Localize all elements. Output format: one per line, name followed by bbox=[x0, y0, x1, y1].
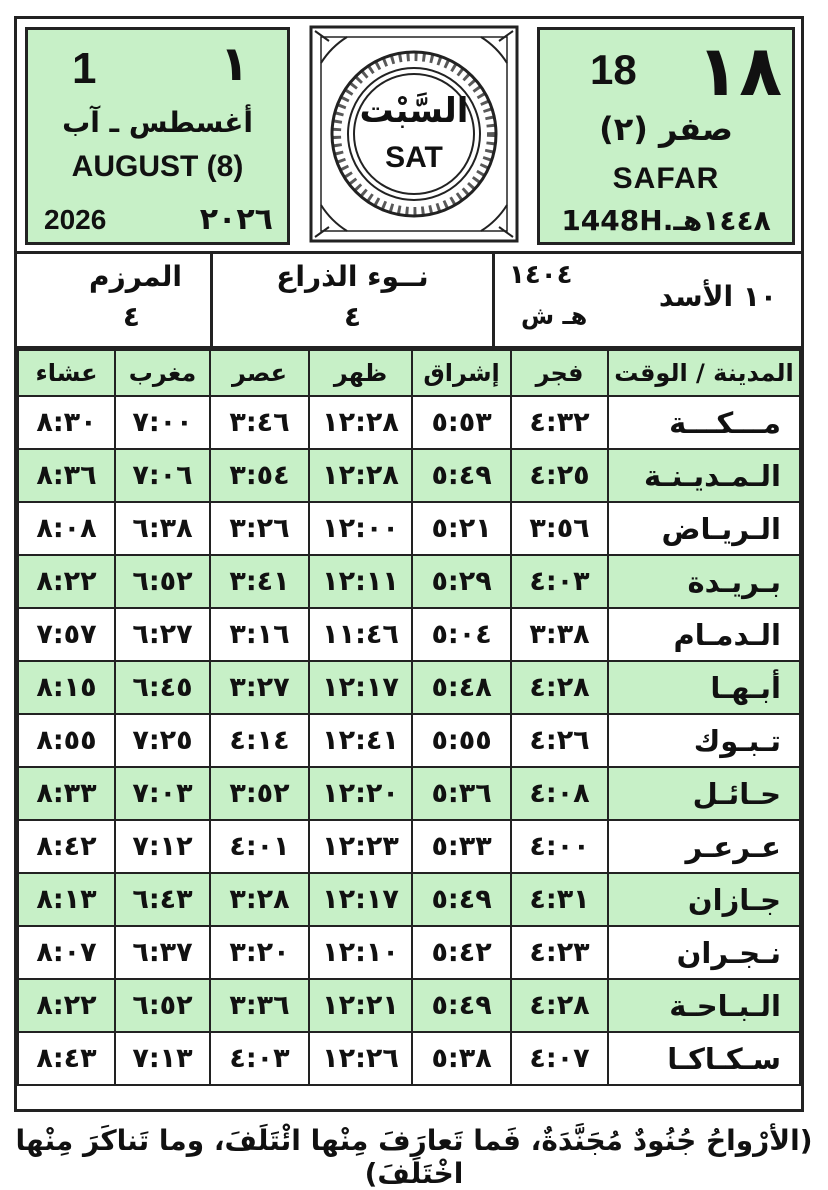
dhuhr-time: ١٢:٢٨ bbox=[309, 449, 412, 502]
city-name: جـازان bbox=[608, 873, 800, 926]
footer-quote: (الأرْواحُ جُنُودٌ مُجَنَّدَةٌ، فَما تَعارَفَ مِنْها ائْتَلَفَ، وما تَناكَرَ مِنْها اخْتَلَفَ) bbox=[15, 1124, 813, 1190]
gregorian-day-en: 1 bbox=[72, 44, 97, 93]
maghrib-time: ٧:١٣ bbox=[115, 1032, 210, 1085]
dhuhr-time: ١٢:٢١ bbox=[309, 979, 412, 1032]
city-name: الـريـاض bbox=[608, 502, 800, 555]
zodiac-cell bbox=[495, 254, 801, 346]
city-name: الـبـاحـة bbox=[608, 979, 800, 1032]
maghrib-time: ٧:١٢ bbox=[115, 820, 210, 873]
isha-time: ٨:٣٠ bbox=[18, 396, 115, 449]
marzam-cell bbox=[17, 254, 213, 346]
season-info-row bbox=[17, 251, 801, 349]
marzam-label: المرزم bbox=[89, 260, 182, 293]
gregorian-day-ar: ١ bbox=[219, 36, 249, 92]
header-isha: عشاء bbox=[18, 350, 115, 396]
gregorian-year-ar: ٢٠٢٦ bbox=[199, 202, 273, 237]
dhuhr-time: ١٢:٠٠ bbox=[309, 502, 412, 555]
fajr-time: ٤:٢٨ bbox=[511, 661, 608, 714]
isha-time: ٨:٤٢ bbox=[18, 820, 115, 873]
dhuhr-time: ١٢:٢٨ bbox=[309, 396, 412, 449]
hijri-day-ar: ١٨ bbox=[696, 30, 782, 112]
isha-time: ٨:٣٣ bbox=[18, 767, 115, 820]
city-name: حـائـل bbox=[608, 767, 800, 820]
dhuhr-time: ١٢:٤١ bbox=[309, 714, 412, 767]
fajr-time: ٤:٠٠ bbox=[511, 820, 608, 873]
gregorian-year-en: 2026 bbox=[44, 204, 107, 235]
sunrise-time: ٥:٤٨ bbox=[412, 661, 511, 714]
fajr-time: ٤:٣٢ bbox=[511, 396, 608, 449]
dhuhr-time: ١٢:١٧ bbox=[309, 873, 412, 926]
sunrise-time: ٥:٢١ bbox=[412, 502, 511, 555]
isha-time: ٨:٠٨ bbox=[18, 502, 115, 555]
table-row bbox=[18, 714, 800, 767]
maghrib-time: ٦:٤٥ bbox=[115, 661, 210, 714]
maghrib-time: ٦:٣٨ bbox=[115, 502, 210, 555]
weekday-emblem bbox=[307, 23, 521, 245]
fajr-time: ٤:٢٣ bbox=[511, 926, 608, 979]
sunrise-time: ٥:٣٨ bbox=[412, 1032, 511, 1085]
city-name: سـكـاكـا bbox=[608, 1032, 800, 1085]
maghrib-time: ٦:٣٧ bbox=[115, 926, 210, 979]
sunrise-time: ٥:٢٩ bbox=[412, 555, 511, 608]
maghrib-time: ٧:٢٥ bbox=[115, 714, 210, 767]
solar-hijri-year: ١٤٠٤ bbox=[509, 260, 573, 290]
asr-time: ٣:٢٠ bbox=[210, 926, 309, 979]
gregorian-month-ar: أغسطس ـ آب bbox=[62, 106, 253, 139]
city-name: الـمـديـنـة bbox=[608, 449, 800, 502]
dhuhr-time: ١٢:٢٦ bbox=[309, 1032, 412, 1085]
isha-time: ٨:١٣ bbox=[18, 873, 115, 926]
fajr-time: ٤:٢٦ bbox=[511, 714, 608, 767]
isha-time: ٧:٥٧ bbox=[18, 608, 115, 661]
city-name: أبـهـا bbox=[608, 661, 800, 714]
maghrib-time: ٧:٠٣ bbox=[115, 767, 210, 820]
dhuhr-time: ١٢:١١ bbox=[309, 555, 412, 608]
maghrib-time: ٧:٠٠ bbox=[115, 396, 210, 449]
maghrib-time: ٦:٥٢ bbox=[115, 979, 210, 1032]
dhuhr-time: ١٢:٢٠ bbox=[309, 767, 412, 820]
city-name: بـريـدة bbox=[608, 555, 800, 608]
sunrise-time: ٥:٠٤ bbox=[412, 608, 511, 661]
weekday-ar: السَّبْت bbox=[359, 91, 469, 131]
table-header-row bbox=[18, 350, 800, 396]
hijri-month-ar: صفر (٢) bbox=[599, 110, 733, 148]
table-row bbox=[18, 979, 800, 1032]
ornamental-frame-icon bbox=[307, 23, 521, 245]
isha-time: ٨:٢٢ bbox=[18, 555, 115, 608]
dhuhr-time: ١٢:٢٣ bbox=[309, 820, 412, 873]
asr-time: ٤:١٤ bbox=[210, 714, 309, 767]
asr-time: ٣:٤١ bbox=[210, 555, 309, 608]
solar-hijri-label: هـ ش bbox=[521, 302, 588, 330]
marzam-value: ٤ bbox=[122, 300, 140, 333]
naw-cell bbox=[213, 254, 495, 346]
city-name: تـبـوك bbox=[608, 714, 800, 767]
naw-value: ٤ bbox=[343, 300, 362, 333]
gregorian-month-en: AUGUST (8) bbox=[71, 150, 244, 183]
table-row bbox=[18, 661, 800, 714]
sunrise-time: ٥:٤٢ bbox=[412, 926, 511, 979]
maghrib-time: ٦:٢٧ bbox=[115, 608, 210, 661]
asr-time: ٣:٢٨ bbox=[210, 873, 309, 926]
asr-time: ٣:٤٦ bbox=[210, 396, 309, 449]
header-city-time: المدينة / الوقت bbox=[608, 350, 800, 396]
table-row bbox=[18, 926, 800, 979]
asr-time: ٣:٢٧ bbox=[210, 661, 309, 714]
fajr-time: ٤:٢٥ bbox=[511, 449, 608, 502]
fajr-time: ٤:٣١ bbox=[511, 873, 608, 926]
dhuhr-time: ١١:٤٦ bbox=[309, 608, 412, 661]
table-row bbox=[18, 396, 800, 449]
header-fajr: فجر bbox=[511, 350, 608, 396]
fajr-time: ٤:٢٨ bbox=[511, 979, 608, 1032]
table-row bbox=[18, 449, 800, 502]
zodiac-label: ١٠ الأسد bbox=[658, 280, 777, 313]
fajr-time: ٤:٠٨ bbox=[511, 767, 608, 820]
city-name: مـــكـــة bbox=[608, 396, 800, 449]
table-row bbox=[18, 555, 800, 608]
sunrise-time: ٥:٤٩ bbox=[412, 979, 511, 1032]
sunrise-time: ٥:٥٥ bbox=[412, 714, 511, 767]
header-sunrise: إشراق bbox=[412, 350, 511, 396]
prayer-times-table bbox=[17, 349, 801, 1086]
fajr-time: ٣:٥٦ bbox=[511, 502, 608, 555]
sunrise-time: ٥:٣٣ bbox=[412, 820, 511, 873]
city-name: عـرعـر bbox=[608, 820, 800, 873]
fajr-time: ٤:٠٧ bbox=[511, 1032, 608, 1085]
hijri-day-en: 18 bbox=[590, 46, 637, 93]
gregorian-date-box bbox=[25, 27, 290, 245]
isha-time: ٨:٠٧ bbox=[18, 926, 115, 979]
asr-time: ٣:٥٤ bbox=[210, 449, 309, 502]
header-asr: عصر bbox=[210, 350, 309, 396]
asr-time: ٣:١٦ bbox=[210, 608, 309, 661]
city-name: نـجـران bbox=[608, 926, 800, 979]
sunrise-time: ٥:٥٣ bbox=[412, 396, 511, 449]
isha-time: ٨:١٥ bbox=[18, 661, 115, 714]
isha-time: ٨:٤٣ bbox=[18, 1032, 115, 1085]
sunrise-time: ٥:٣٦ bbox=[412, 767, 511, 820]
isha-time: ٨:٣٦ bbox=[18, 449, 115, 502]
header-dhuhr: ظهر bbox=[309, 350, 412, 396]
dhuhr-time: ١٢:١٧ bbox=[309, 661, 412, 714]
table-row bbox=[18, 1032, 800, 1085]
table-row bbox=[18, 767, 800, 820]
city-name: الـدمـام bbox=[608, 608, 800, 661]
header-maghrib: مغرب bbox=[115, 350, 210, 396]
asr-time: ٣:٥٢ bbox=[210, 767, 309, 820]
isha-time: ٨:٢٢ bbox=[18, 979, 115, 1032]
fajr-time: ٣:٣٨ bbox=[511, 608, 608, 661]
table-row bbox=[18, 502, 800, 555]
weekday-en: SAT bbox=[385, 141, 443, 174]
sunrise-time: ٥:٤٩ bbox=[412, 873, 511, 926]
naw-label: نــوء الذراع bbox=[276, 260, 429, 293]
table-row bbox=[18, 608, 800, 661]
asr-time: ٤:٠١ bbox=[210, 820, 309, 873]
asr-time: ٣:٢٦ bbox=[210, 502, 309, 555]
hijri-month-en: SAFAR bbox=[612, 162, 720, 195]
table-row bbox=[18, 873, 800, 926]
hijri-year: 1448H.١٤٤٨هـ bbox=[561, 204, 771, 237]
calendar-header bbox=[17, 19, 801, 251]
dhuhr-time: ١٢:١٠ bbox=[309, 926, 412, 979]
table-row bbox=[18, 820, 800, 873]
maghrib-time: ٦:٤٣ bbox=[115, 873, 210, 926]
asr-time: ٤:٠٣ bbox=[210, 1032, 309, 1085]
maghrib-time: ٦:٥٢ bbox=[115, 555, 210, 608]
isha-time: ٨:٥٥ bbox=[18, 714, 115, 767]
sunrise-time: ٥:٤٩ bbox=[412, 449, 511, 502]
fajr-time: ٤:٠٣ bbox=[511, 555, 608, 608]
maghrib-time: ٧:٠٦ bbox=[115, 449, 210, 502]
hijri-date-box bbox=[537, 27, 795, 245]
calendar-page bbox=[14, 16, 804, 1112]
asr-time: ٣:٣٦ bbox=[210, 979, 309, 1032]
